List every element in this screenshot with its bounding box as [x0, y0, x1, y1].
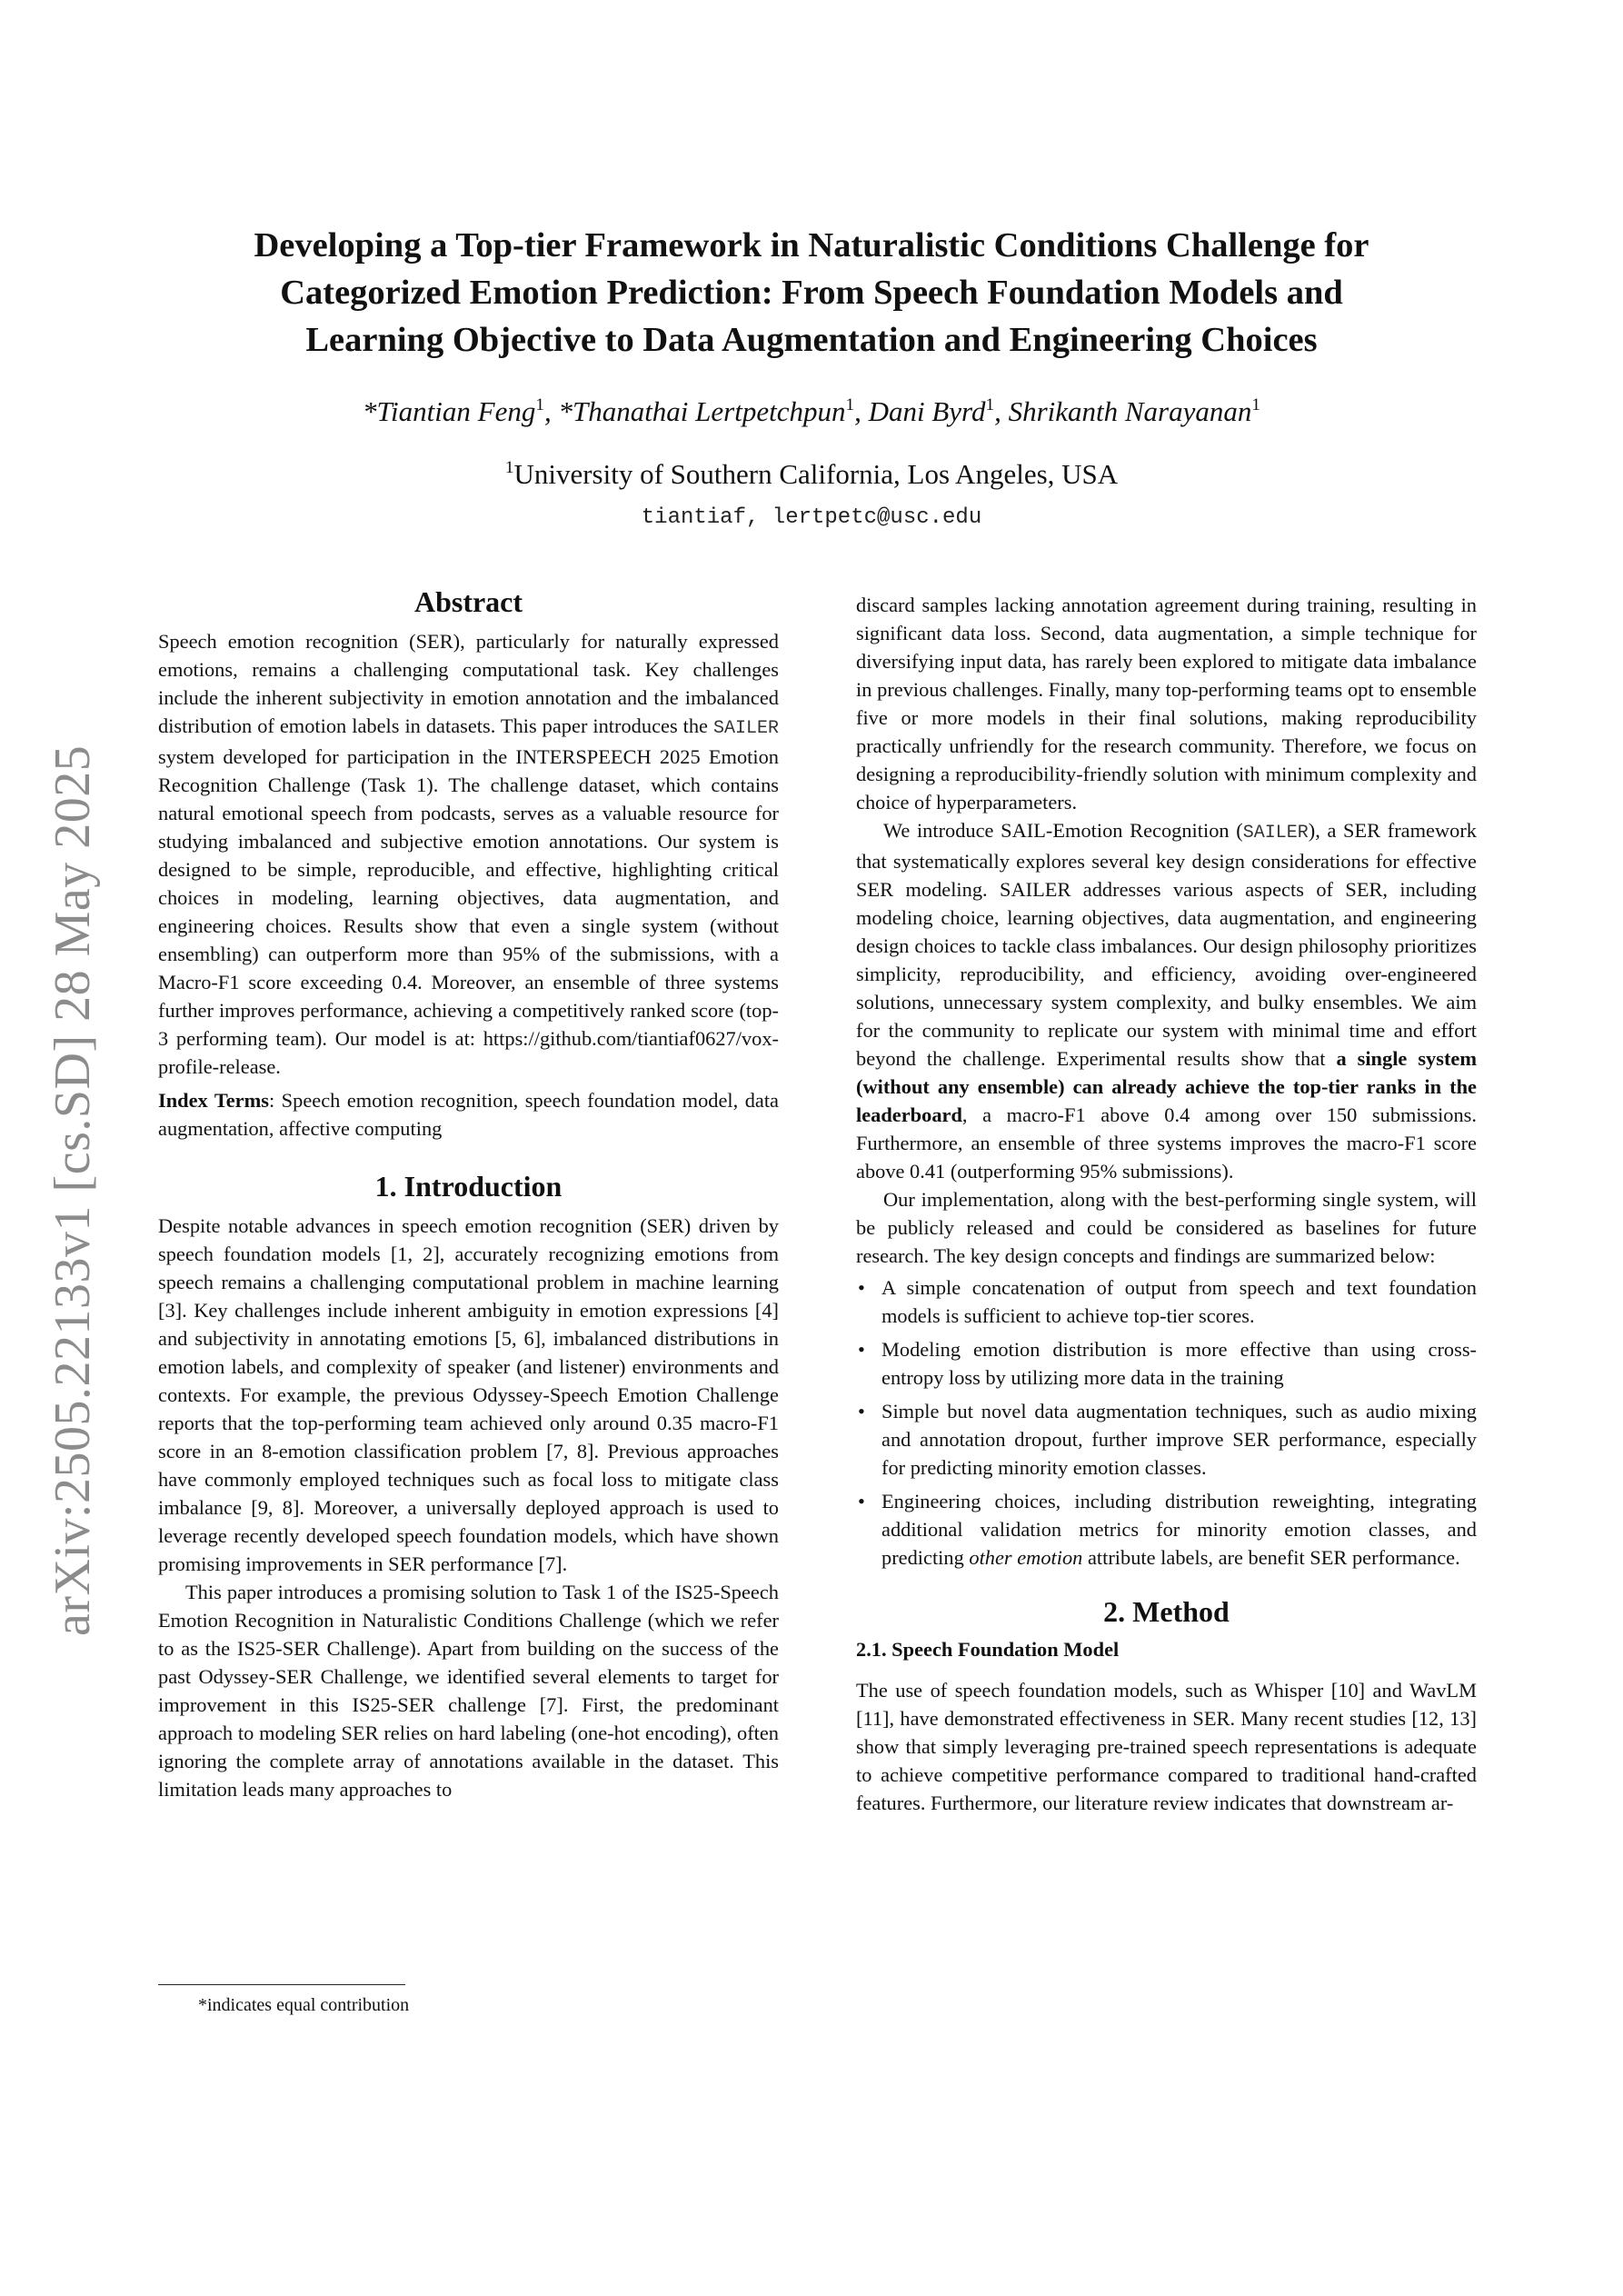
emphasized-term: other emotion	[969, 1546, 1083, 1569]
list-item-text: Modeling emotion distribution is more effective than using cross-entropy loss by utilizing more data in the training	[881, 1338, 1477, 1389]
index-terms-label: Index Terms	[158, 1089, 269, 1112]
intro-paragraph: Despite notable advances in speech emotion recognition (SER) driven by speech foundation models [1, 2], accurately recognizing emotions from speech remains a challenging computational problem in machine learning [3]. Key challenges include inherent ambiguity in emotion expressions [4] and subjectivity in annotating emotions [5, 6], imbalanced distributions in emotion labels, and complexity of speaker (and listener) environments and contexts. For example, the previous Odyssey-Speech Emotion Challenge reports that the top-performing team achieved only around 0.35 macro-F1 score in an 8-emotion classification problem [7, 8]. Previous approaches have commonly employed techniques such as focal loss to mitigate class imbalance [9, 8]. Moreover, a universally deployed approach is used to leverage recently developed speech foundation models, which have shown promising improvements in SER performance [7].	[158, 1214, 779, 1575]
list-item-text: attribute labels, are benefit SER performance.	[1082, 1546, 1460, 1569]
affiliation	[154, 458, 1469, 491]
author-name: *Thanathai Lertpetchpun	[558, 395, 846, 427]
bullet-glyph: •	[858, 1276, 865, 1299]
left-column	[158, 582, 779, 1803]
author-affiliation-mark: 1	[535, 395, 544, 415]
title-line: Developing a Top-tier Framework in Naturalistic Conditions Challenge for	[254, 226, 1369, 265]
abstract-heading: Abstract	[413, 585, 523, 618]
footnote: *indicates equal contribution	[198, 1995, 410, 2015]
author-separator: ,	[543, 395, 559, 427]
author-separator: ,	[854, 395, 869, 427]
index-terms-text: : Speech emotion recognition, speech foundation model, data augmentation, affective computing	[158, 1089, 779, 1140]
method-heading: 2. Method	[1103, 1595, 1230, 1628]
list-item	[856, 1273, 1477, 1330]
intro-paragraph	[856, 816, 1477, 1185]
title-line: Categorized Emotion Prediction: From Speech Foundation Models and	[280, 274, 1343, 312]
intro-paragraph: Our implementation, along with the best-performing single system, will be publicly released and could be considered as baselines for future research. The key design concepts and findings are summarized below:	[856, 1188, 1477, 1267]
list-item	[856, 1335, 1477, 1392]
affiliation-text: University of Southern California, Los Angeles, USA	[513, 458, 1119, 490]
bullet-glyph: •	[858, 1490, 865, 1512]
system-name: SAILER	[712, 718, 779, 739]
author-affiliation-mark: 1	[985, 395, 995, 415]
list-item-text: A simple concatenation of output from speech and text foundation models is sufficient to achieve top-tier scores.	[881, 1276, 1477, 1327]
intro-heading: 1. Introduction	[374, 1170, 563, 1203]
author-name: *Tiantian Feng	[363, 395, 536, 427]
system-name: SAILER	[1242, 823, 1309, 844]
method-paragraph: The use of speech foundation models, such as Whisper [10] and WavLM [11], have demonstrated effectiveness in SER. Many recent studies [12, 13] show that simply leveraging pre-trained speech representations is adequate to achieve competitive performance compared to traditional hand-crafted features. Furthermore, our literature review indicates that downstream ar-	[856, 1679, 1477, 1814]
subsection-heading: 2.1. Speech Foundation Model	[856, 1638, 1120, 1661]
author-name: Shrikanth Narayanan	[1008, 395, 1252, 427]
right-column	[856, 591, 1477, 1817]
author-email: tiantiaf, lertpetc@usc.edu	[641, 505, 982, 530]
footnote-rule	[158, 1984, 405, 1985]
title-line: Learning Objective to Data Augmentation and Engineering Choices	[305, 321, 1318, 359]
index-terms	[158, 1086, 779, 1143]
intro-paragraph: This paper introduces a promising solution to Task 1 of the IS25-Speech Emotion Recognition in Naturalistic Conditions Challenge (which we refer to as the IS25-SER Challenge). Apart from building on the success of the past Odyssey-SER Challenge, we identified several elements to target for improvement in this IS25-SER challenge [7]. First, the predominant approach to modeling SER relies on hard labeling (one-hot encoding), often ignoring the complete array of annotations available in the dataset. This limitation leads many approaches to	[158, 1581, 779, 1801]
author-affiliation-mark: 1	[1251, 395, 1260, 415]
abstract-text-part: Speech emotion recognition (SER), particularly for naturally expressed emotions, remains a challenging computational task. Key challenges include the inherent subjectivity in emotion annotation and the imbalanced distribution of emotion labels in datasets. This paper introduces the	[158, 630, 779, 737]
paragraph-part: , a macro-F1 above 0.4 among over 150 submissions. Furthermore, an ensemble of three systems improves the macro-F1 score above 0.41 (outperforming 95% submissions).	[856, 1103, 1477, 1183]
author-affiliation-mark: 1	[845, 395, 855, 415]
abstract-text-part: system developed for participation in the INTERSPEECH 2025 Emotion Recognition Challenge (Task 1). The challenge dataset, which contains natural emotional speech from podcasts, serves as a valuable resource for studying imbalanced and subjective emotion annotations. Our system is designed to be simple, reproducible, and effective, highlighting critical choices in modeling, learning objectives, data augmentation, and engineering choices. Results show that even a single system (without ensembling) can outperform more than 95% of the submissions, with a Macro-F1 score exceeding 0.4. Moreover, an ensemble of three systems further improves performance, achieving a competitively ranked score (top-3 performing team). Our model is at: https://github.com/tiantiaf0627/vox-profile-release.	[158, 745, 779, 1078]
affiliation-mark: 1	[504, 458, 514, 478]
bullet-glyph: •	[858, 1400, 865, 1423]
list-item-text: Engineering choices, including distribution reweighting, integrating additional validation metrics for minority emotion classes, and predicting	[881, 1490, 1477, 1569]
list-item-text: Simple but novel data augmentation techniques, such as audio mixing and annotation dropout, further improve SER performance, especially for predicting minority emotion classes.	[881, 1400, 1477, 1479]
paragraph-part: We introduce SAIL-Emotion Recognition (	[883, 819, 1243, 842]
title-block	[154, 222, 1469, 364]
findings-list	[856, 1273, 1477, 1572]
author-name: Dani Byrd	[868, 395, 986, 427]
arxiv-identifier: arXiv:2505.22133v1 [cs.SD] 28 May 2025	[45, 744, 101, 1636]
emphasized-claim: a single system (without any ensemble) can already achieve the top-tier ranks in the leaderboard	[856, 1047, 1478, 1126]
paragraph-part: ), a SER framework that systematically explores several key design considerations for effective SER modeling. SAILER addresses various aspects of SER, including modeling choice, learning objectives, data augmentation, and engineering design choices to tackle class imbalances. Our design philosophy prioritizes simplicity, reproducibility, and efficiency, avoiding over-engineered solutions, unnecessary system complexity, and bulky ensembles. We aim for the community to replicate our system with minimal time and effort beyond the challenge. Experimental results show that	[856, 819, 1477, 1070]
intro-paragraph-continued: discard samples lacking annotation agreement during training, resulting in significant data loss. Second, data augmentation, a simple technique for diversifying input data, has rarely been explored to mitigate data imbalance in previous challenges. Finally, many top-performing teams opt to ensemble five or more models in their final solutions, making reproducibility practically unfriendly for the research community. Therefore, we focus on designing a reproducibility-friendly solution with minimum complexity and choice of hyperparameters.	[856, 594, 1477, 814]
bullet-glyph: •	[858, 1338, 865, 1361]
list-item	[856, 1487, 1477, 1572]
author-separator: ,	[994, 395, 1009, 427]
abstract-text	[158, 627, 779, 1081]
list-item	[856, 1397, 1477, 1482]
paper-title	[154, 222, 1469, 364]
author-list	[154, 395, 1469, 428]
